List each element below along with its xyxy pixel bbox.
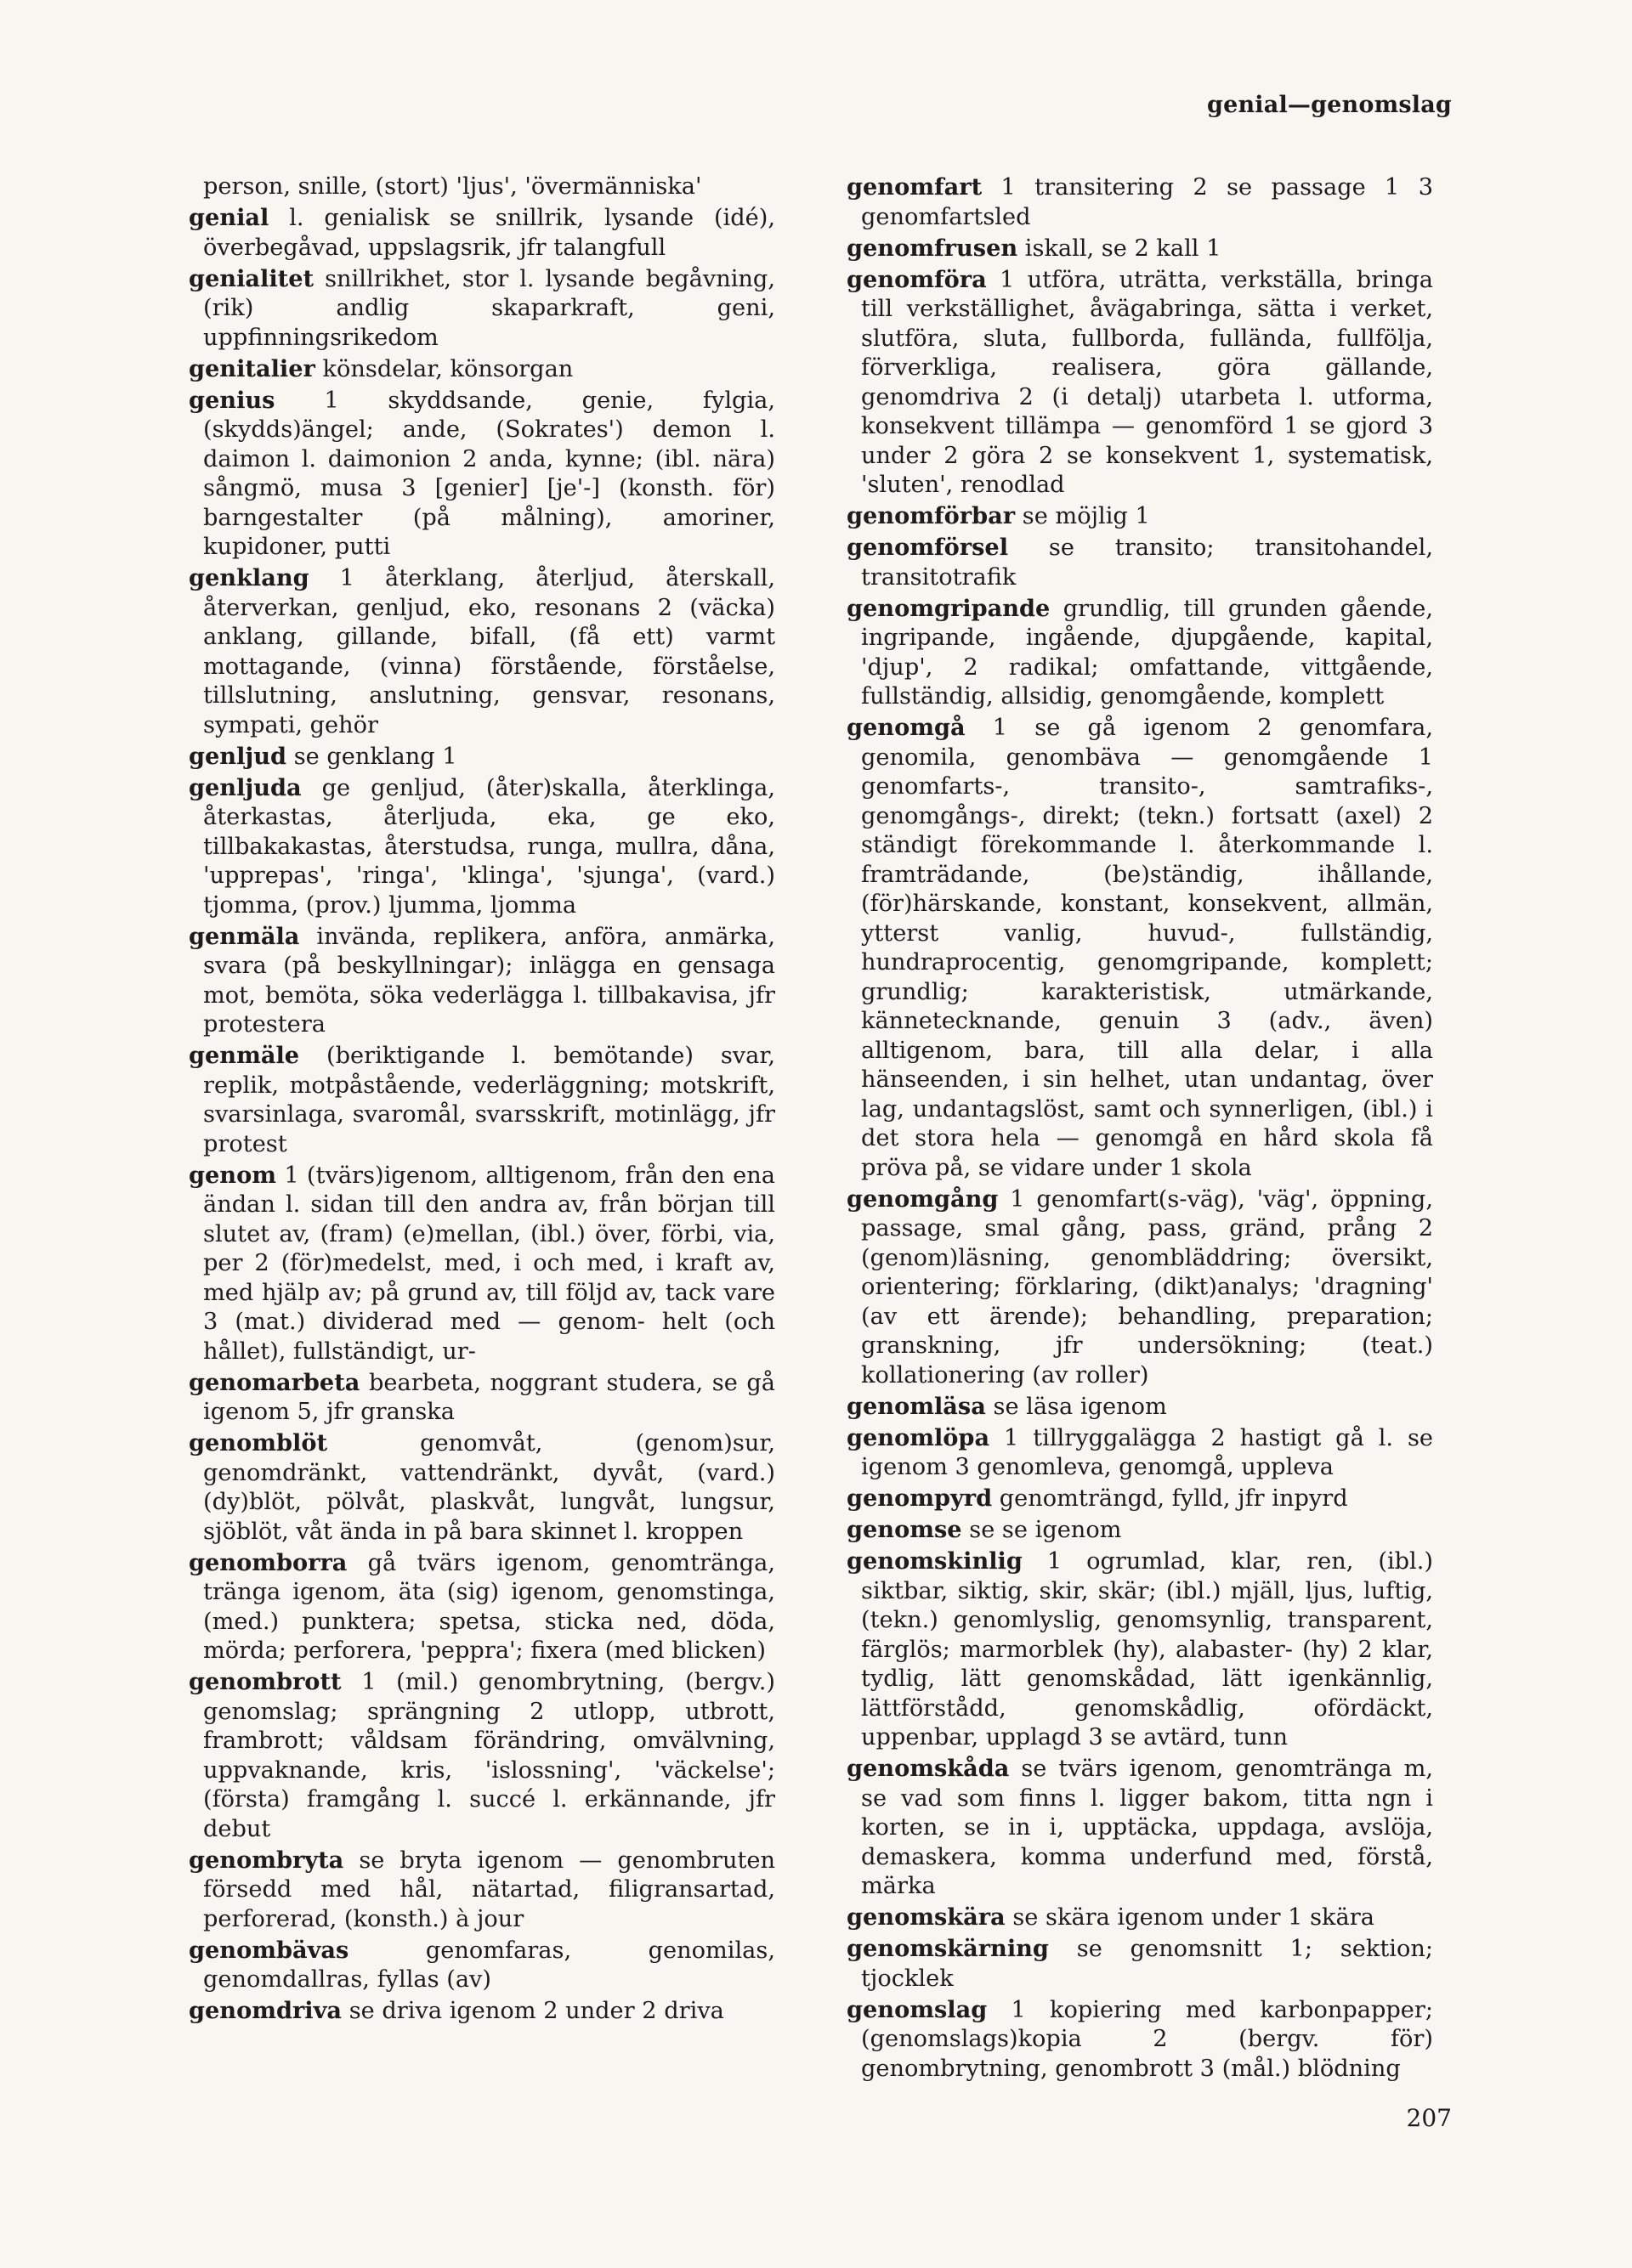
dictionary-entry bbox=[847, 1995, 1433, 2084]
entry-definition: se genklang 1 bbox=[293, 743, 457, 770]
running-head: genial—genomslag bbox=[1207, 92, 1452, 118]
entry-headword: genmäle bbox=[189, 1042, 300, 1069]
dictionary-entry bbox=[189, 922, 775, 1040]
entry-headword: genomgripande bbox=[847, 594, 1051, 622]
entry-headword: genomdriva bbox=[189, 1997, 343, 2024]
dictionary-entry bbox=[189, 386, 775, 563]
entry-definition: se möjlig 1 bbox=[1022, 503, 1150, 529]
dictionary-entry bbox=[847, 234, 1433, 264]
entry-headword: genombryta bbox=[189, 1846, 344, 1874]
entry-definition: se skära igenom under 1 skära bbox=[1012, 1904, 1374, 1931]
entry-headword: genius bbox=[189, 386, 275, 414]
dictionary-entry bbox=[847, 501, 1433, 532]
entry-definition: gå tvärs igenom, genomtränga, tränga igenom, äta (sig) igenom, genomstinga, (med.) punktera; spetsa, sticka ned, döda, mörda; perforera, 'peppra'; fixera (med blicken) bbox=[203, 1549, 775, 1664]
entry-headword: genialitet bbox=[189, 264, 314, 292]
entry-definition: se se igenom bbox=[969, 1517, 1122, 1543]
dictionary-entry bbox=[847, 1515, 1433, 1546]
entry-definition: l. genialisk se snillrik, lysande (idé), överbegåvad, uppslagsrik, jfr talangfull bbox=[203, 205, 775, 261]
entry-definition: se genomsnitt 1; sektion; tjocklek bbox=[861, 1936, 1433, 1992]
entry-definition: 1 transitering 2 se passage 1 3 genomfartsled bbox=[861, 174, 1433, 230]
entry-definition: se läsa igenom bbox=[993, 1393, 1167, 1420]
entry-definition: 1 (tvärs)igenom, alltigenom, från den ena ändan l. sidan till den andra av, från början till slutet av, (fram) (e)mellan, (ibl.) över, förbi, via, per 2 (för)medelst, med, i och med, i kraft av, med hjälp av; på grund av, till följd av, tack vare 3 (mat.) dividerad med — genom- helt (och hållet), fullständigt, ur- bbox=[203, 1162, 775, 1365]
right-column bbox=[847, 173, 1433, 2085]
entry-headword: genomskära bbox=[847, 1903, 1006, 1931]
entry-headword: genmäla bbox=[189, 922, 300, 950]
entry-headword: genomborra bbox=[189, 1548, 348, 1576]
dictionary-entry bbox=[189, 1936, 775, 1995]
dictionary-entry bbox=[847, 594, 1433, 712]
left-column bbox=[189, 173, 775, 2028]
entry-headword: genial bbox=[189, 204, 269, 231]
entry-definition: 1 återklang, återljud, återskall, återverkan, genljud, eko, resonans 2 (väcka) anklang, gillande, bifall, (få ett) varmt mottagande, (vinna) förstående, förståelse, tillslutning, anslutning, gensvar, resonans, sympati, gehör bbox=[203, 565, 775, 738]
entry-headword: genljud bbox=[189, 742, 287, 770]
entry-definition: se transito; transitohandel, transitotrafik bbox=[861, 534, 1433, 591]
dictionary-entry bbox=[847, 1754, 1433, 1902]
dictionary-entry bbox=[847, 1423, 1433, 1483]
entry-headword: genomskinlig bbox=[847, 1547, 1023, 1575]
dictionary-entry bbox=[847, 713, 1433, 1183]
entry-headword: genomgång bbox=[847, 1185, 999, 1213]
entry-definition: genomfaras, genomilas, genomdallras, fyllas (av) bbox=[203, 1937, 775, 1993]
entry-definition: 1 ogrumlad, klar, ren, (ibl.) siktbar, siktig, skir, skär; (ibl.) mjäll, ljus, luftig, (tekn.) genomlyslig, genomsynlig, transparent, färglös; marmorblek (hy), alabaster- (hy) 2 klar, tydlig, lätt genomskådad, lätt igenkännlig, lättförstådd, genomskådlig, ofördäckt, uppenbar, upplagd 3 se avtärd, tunn bbox=[861, 1548, 1433, 1750]
entry-definition: se driva igenom 2 under 2 driva bbox=[348, 1998, 724, 2024]
entry-headword: genitalier bbox=[189, 354, 315, 382]
dictionary-entry bbox=[189, 773, 775, 921]
entry-headword: genombävas bbox=[189, 1936, 349, 1964]
entry-definition: (beriktigande l. bemötande) svar, replik, motpåstående, vederläggning; motskrift, svarsinlaga, svaromål, svarsskrift, motinlägg, jfr protest bbox=[203, 1043, 775, 1157]
dictionary-entry bbox=[847, 1392, 1433, 1422]
dictionary-entry bbox=[189, 742, 775, 772]
entry-headword: genomskärning bbox=[847, 1935, 1049, 1962]
dictionary-entry bbox=[189, 1428, 775, 1547]
entry-headword: genomskåda bbox=[847, 1755, 1010, 1782]
entry-definition: 1 kopiering med karbonpapper; (genomslags)kopia 2 (bergv. för) genombrytning, genombrott 3 (mål.) blödning bbox=[861, 1996, 1433, 2082]
entry-definition: iskall, se 2 kall 1 bbox=[1024, 235, 1221, 262]
page-number: 207 bbox=[1406, 2104, 1452, 2132]
dictionary-entry bbox=[847, 533, 1433, 592]
entry-headword: genomlöpa bbox=[847, 1423, 990, 1451]
dictionary-entry bbox=[847, 1934, 1433, 1994]
entry-headword: genomblöt bbox=[189, 1429, 328, 1456]
dictionary-entry bbox=[189, 1041, 775, 1159]
entry-headword: genomarbeta bbox=[189, 1368, 360, 1396]
entry-headword: genomförbar bbox=[847, 502, 1016, 529]
entry-definition: snillrikhet, stor l. lysande begåvning, (rik) andlig skaparkraft, geni, uppfinningsrikedom bbox=[203, 265, 775, 351]
dictionary-entry bbox=[847, 1185, 1433, 1391]
dictionary-entry bbox=[189, 1996, 775, 2027]
dictionary-entry bbox=[189, 563, 775, 740]
entry-headword: genomslag bbox=[847, 1995, 988, 2023]
entry-definition: 1 (mil.) genombrytning, (bergv.) genomslag; sprängning 2 utlopp, utbrott, frambrott; våldsam förändring, omvälvning, uppvaknande, kris, 'islossning', 'väckelse'; (första) framgång l. succé l. erkännande, jfr debut bbox=[203, 1669, 775, 1842]
entry-definition: grundlig, till grunden gående, ingripande, ingående, djupgående, kapital, 'djup', 2 radikal; omfattande, vittgående, fullständig, allsidig, genomgående, komplett bbox=[861, 595, 1433, 710]
entry-headword: genombrott bbox=[189, 1668, 342, 1695]
entry-definition: ge genljud, (åter)skalla, återklinga, återkastas, återljuda, eka, ge eko, tillbakakastas, återstudsa, runga, mullra, dåna, 'upprepas', 'ringa', 'klinga', 'sjunga', (vard.) tjomma, (prov.) ljumma, ljomma bbox=[203, 774, 775, 919]
dictionary-entry bbox=[847, 265, 1433, 501]
entry-definition: bearbeta, noggrant studera, se gå igenom 5, jfr granska bbox=[203, 1369, 775, 1425]
entry-headword: genom bbox=[189, 1161, 276, 1189]
dictionary-entry bbox=[189, 264, 775, 353]
dictionary-entry bbox=[847, 173, 1433, 232]
entry-headword: genomgå bbox=[847, 714, 966, 741]
entry-definition: 1 genomfart(s-väg), 'väg', öppning, passage, smal gång, pass, gränd, prång 2 (genom)läsning, genombläddring; översikt, orientering; förklaring, (dikt)analys; 'dragning' (av ett ärende); behandling, preparation; granskning, jfr undersökning; (teat.) kollationering (av roller) bbox=[861, 1185, 1433, 1389]
entry-definition: 1 utföra, uträtta, verkställa, bringa till verkställighet, åvägabringa, sätta i verket, slutföra, sluta, fullborda, fullända, fullfölja, förverkliga, realisera, göra gällande, genomdriva 2 (i detalj) utarbeta l. utforma, konsekvent tillämpa — genomförd 1 se gjord 3 under 2 göra 2 se konsekvent 1, systematisk, 'sluten', renodlad bbox=[861, 266, 1433, 498]
dictionary-entry bbox=[189, 354, 775, 385]
dictionary-entry bbox=[189, 1548, 775, 1666]
entry-definition: könsdelar, könsorgan bbox=[322, 355, 574, 382]
dictionary-entry bbox=[189, 173, 775, 202]
dictionary-entry bbox=[847, 1903, 1433, 1933]
entry-definition: invända, replikera, anföra, anmärka, svara (på beskyllningar); inlägga en gensaga mot, bemöta, söka vederlägga l. tillbakavisa, jfr protestera bbox=[203, 923, 775, 1038]
entry-headword: genomförsel bbox=[847, 534, 1009, 561]
entry-headword: genomläsa bbox=[847, 1392, 986, 1420]
entry-definition: 1 tillryggalägga 2 hastigt gå l. se igenom 3 genomleva, genomgå, uppleva bbox=[861, 1424, 1433, 1480]
dictionary-entry bbox=[189, 1161, 775, 1367]
entry-headword: genomfrusen bbox=[847, 234, 1018, 262]
dictionary-entry bbox=[189, 1667, 775, 1844]
entry-headword: genomfart bbox=[847, 173, 983, 201]
dictionary-entry bbox=[847, 1547, 1433, 1753]
dictionary-entry bbox=[189, 1368, 775, 1428]
entry-definition: genomvåt, (genom)sur, genomdränkt, vattendränkt, dyvåt, (vard.) (dy)blöt, pölvåt, plaskvåt, lungvåt, lungsur, sjöblöt, våt ända in på bara skinnet l. kroppen bbox=[203, 1430, 775, 1545]
dictionary-entry bbox=[189, 203, 775, 263]
entry-definition: genomträngd, fylld, jfr inpyrd bbox=[999, 1485, 1348, 1512]
entry-definition: se tvärs igenom, genomtränga m, se vad som finns l. ligger bakom, titta ngn i korten, se in i, upptäcka, uppdaga, avslöja, demaskera, komma underfund med, förstå, märka bbox=[861, 1756, 1433, 1899]
entry-definition: person, snille, (stort) 'ljus', 'övermänniska' bbox=[203, 173, 702, 200]
entry-headword: genklang bbox=[189, 564, 309, 591]
entry-headword: genompyrd bbox=[847, 1485, 993, 1512]
entry-headword: genljuda bbox=[189, 773, 302, 801]
dictionary-entry bbox=[189, 1846, 775, 1935]
entry-headword: genomse bbox=[847, 1516, 962, 1543]
entry-definition: 1 skyddsande, genie, fylgia, (skydds)ängel; ande, (Sokrates') demon l. daimon l. daimonion 2 anda, kynne; (ibl. nära) sångmö, musa 3 [genier] [je'-] (konsth. för) barngestalter (på målning), amoriner, kupidoner, putti bbox=[203, 387, 775, 560]
entry-definition: 1 se gå igenom 2 genomfara, genomila, genombäva — genomgående 1 genomfarts-, transito-, samtrafiks-, genomgångs-, direkt; (tekn.) fortsatt (axel) 2 ständigt förekommande l. återkommande l. framträdande, (be)ständig, ihållande, (för)härskande, konstant, konsekvent, allmän, ytterst vanlig, huvud-, fullständig, hundraprocentig, genomgripande, komplett; grundlig; karakteristisk, utmärkande, kännetecknande, genuin 3 (adv., även) alltigenom, bara, till alla delar, i alla hänseenden, i sin helhet, utan undantag, över lag, undantagslöst, samt och synnerligen, (ibl.) i det stora hela — genomgå en hård skola få pröva på, se vidare under 1 skola bbox=[861, 715, 1433, 1181]
dictionary-entry bbox=[847, 1484, 1433, 1514]
entry-definition: se bryta igenom — genombruten försedd med hål, nätartad, filigransartad, perforerad, (konsth.) à jour bbox=[203, 1847, 775, 1932]
entry-headword: genomföra bbox=[847, 265, 987, 293]
